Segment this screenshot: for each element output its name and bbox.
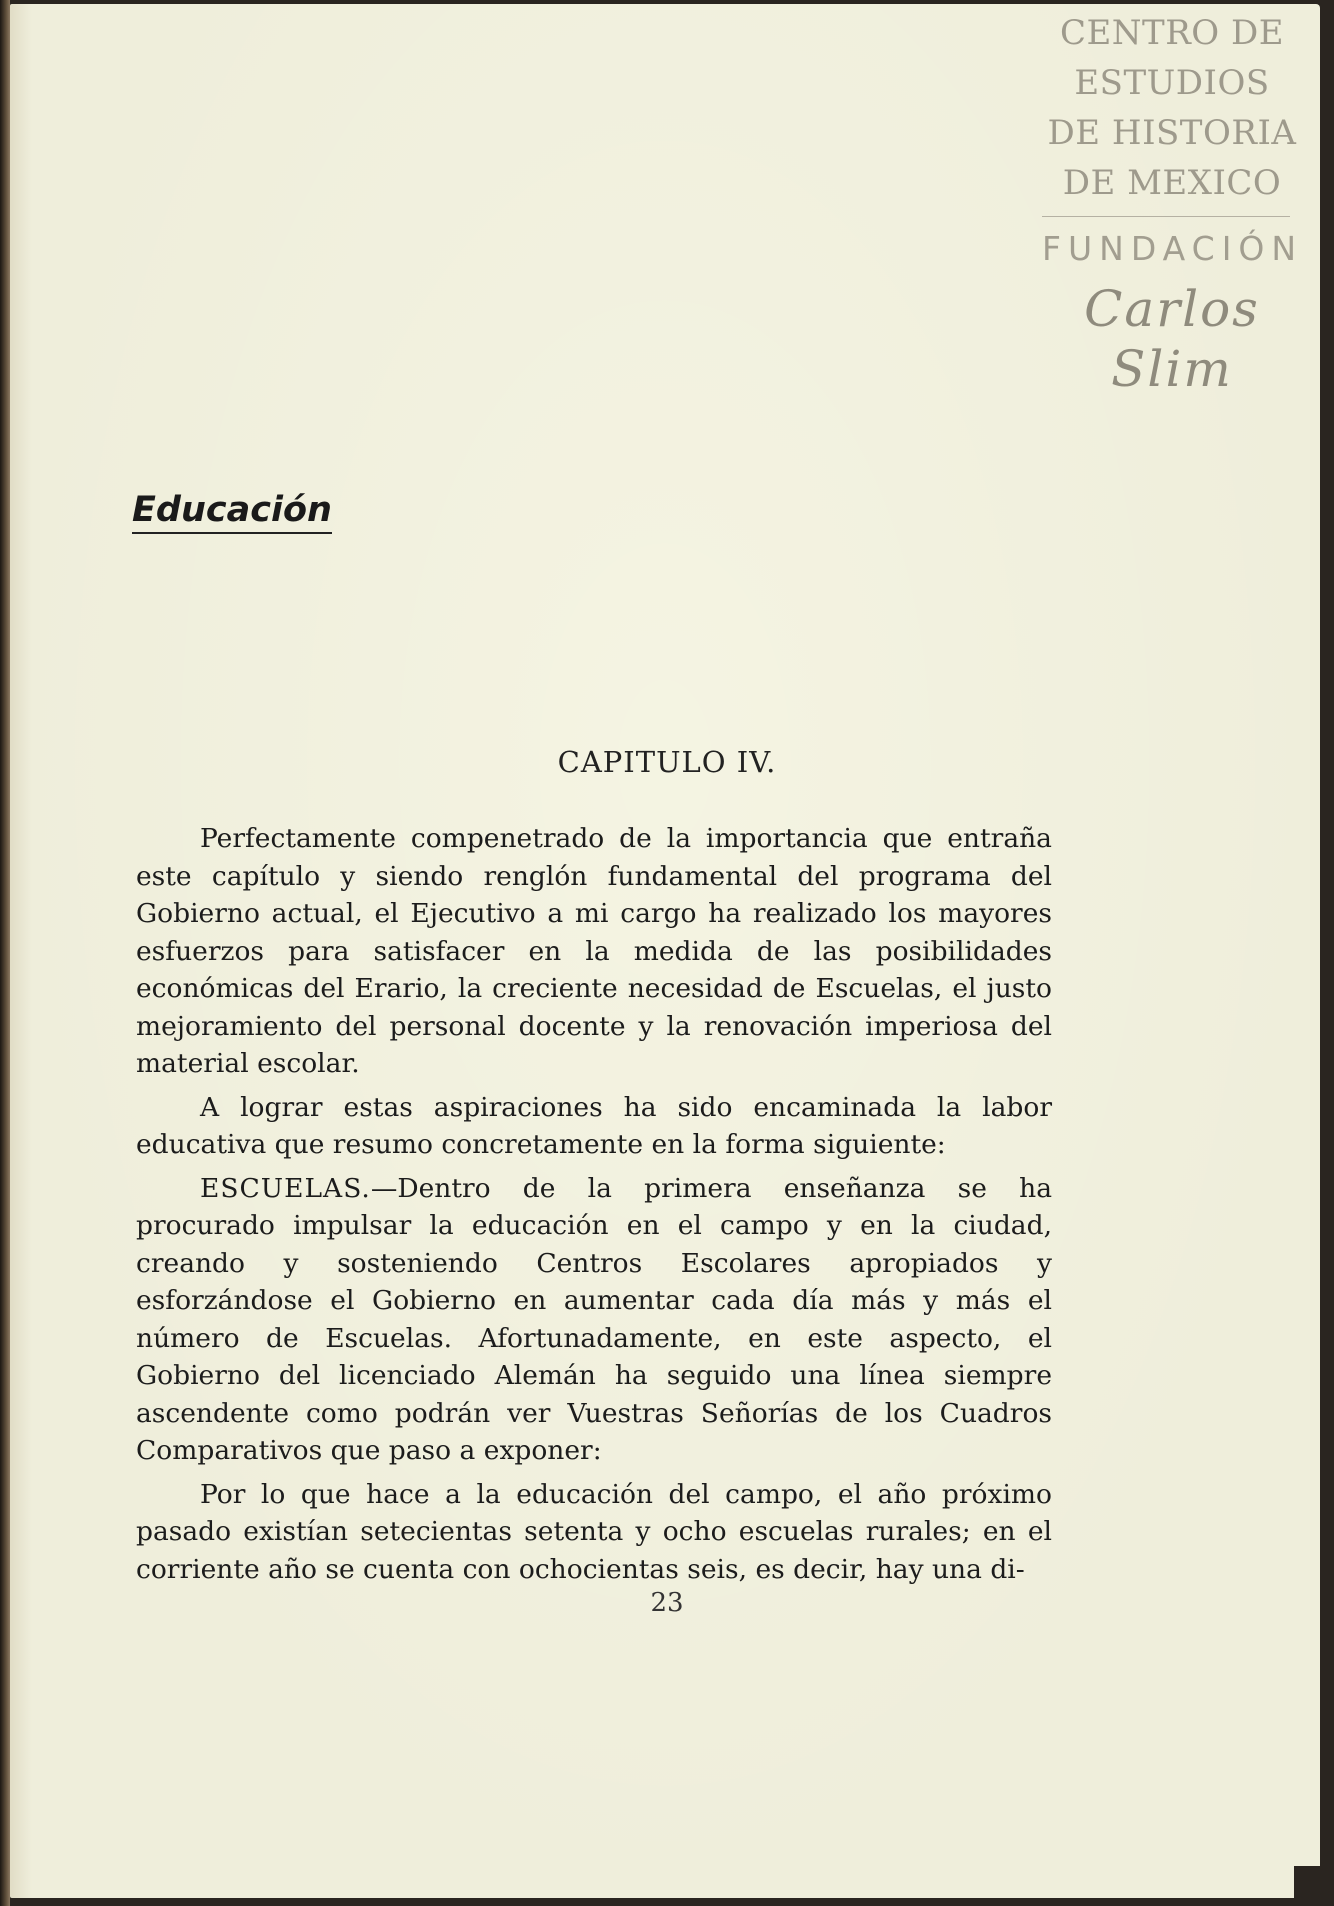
paragraph-1: Perfectamente compenetrado de la importancia que entraña este capítulo y siendo renglón fundamental del programa del Gobierno actual, el Ejecutivo a mi cargo ha realizado los mayores esfuerzos para satisfacer en la medida de las posibilidades económicas del Erario, la creciente necesidad de Escuelas, el justo mejoramiento del personal docente y la renovación imperiosa del material escolar.: [136, 823, 1052, 1079]
paragraph-4: Por lo que hace a la educación del campo, el año próximo pasado existían setecientas setenta y ocho escuelas rurales; en el corriente año se cuenta con ochocientas seis, es decir, hay una di-: [136, 1478, 1052, 1585]
paragraph-3-heading: ESCUELAS.: [200, 1172, 371, 1204]
scan-background-corner: [1294, 1866, 1334, 1906]
paragraph-3-text: —Dentro de la primera enseñanza se ha procurado impulsar la educación en el campo y en la ciudad, creando y sosteniendo Centros Escolares apropiados y esforzándose el Gobierno en aumentar cada día más y más el número de Escuelas. Afortunadamente, en este aspecto, el Gobierno del licenciado Alemán ha seguido una línea siempre ascendente como podrán ver Vuestras Señorías de los Cuadros Comparativos que paso a exponer:: [136, 1172, 1052, 1466]
watermark-signature: Carlos Slim: [1084, 280, 1260, 398]
book-spine-edge: [0, 0, 10, 1906]
paragraph-2: A lograr estas aspiraciones ha sido encaminada la labor educativa que resumo concretamente en la forma siguiente:: [136, 1091, 1052, 1160]
paragraph-3: [136, 1170, 1052, 1470]
watermark-divider: [1042, 216, 1290, 217]
chapter-title: CAPITULO IV.: [557, 745, 777, 779]
watermark-line-4: DE MEXICO: [1062, 163, 1282, 203]
body-text: [136, 820, 1052, 1594]
section-title: Educación: [132, 490, 332, 534]
foundation-watermark: [1042, 8, 1302, 399]
watermark-foundation: FUNDACIÓN: [1042, 229, 1304, 268]
watermark-line-2: ESTUDIOS: [1074, 63, 1270, 103]
page-number: 23: [650, 1588, 684, 1618]
watermark-line-3: DE HISTORIA: [1047, 113, 1297, 153]
watermark-line-1: CENTRO DE: [1059, 13, 1285, 53]
